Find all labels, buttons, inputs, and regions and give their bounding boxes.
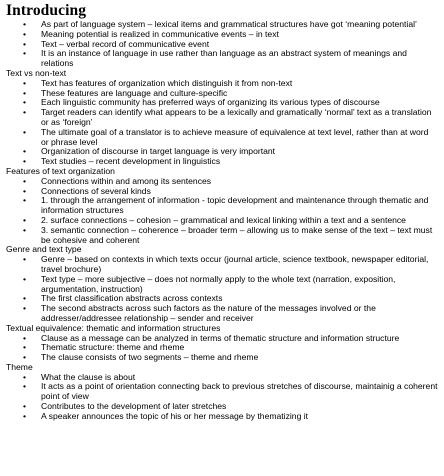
bullet-icon: •	[23, 332, 27, 343]
bullet-item	[6, 353, 440, 363]
bullet-text: Text – verbal record of communicative event	[41, 38, 210, 49]
bullet-text: Text has features of organization which distinguish it from non-text	[41, 77, 293, 88]
bullet-icon: •	[23, 401, 27, 412]
section	[6, 363, 440, 422]
section-bullet-list	[6, 373, 440, 422]
bullet-text: Clause as a message can be analyzed in terms of thematic structure and information structure	[41, 332, 400, 343]
bullet-text: Connections within and among its sentences	[41, 175, 212, 186]
bullet-icon: •	[23, 195, 27, 206]
section	[6, 69, 440, 167]
section-heading: Theme	[6, 361, 33, 372]
bullet-icon: •	[23, 19, 27, 29]
section-heading: Text vs non-text	[6, 67, 67, 78]
bullet-icon: •	[23, 352, 27, 363]
bullet-text: A speaker announces the topic of his or her message by thematizing it	[41, 410, 309, 421]
bullet-item	[6, 49, 440, 69]
section	[6, 167, 440, 245]
bullet-text: Text type – more subjective – does not normally apply to the whole text (narration, exposition, argumentation, instruction)	[41, 273, 396, 294]
section-heading: Textual equivalence: thematic and information structures	[6, 322, 221, 333]
bullet-icon: •	[23, 28, 27, 39]
section	[6, 245, 440, 323]
bullet-text: Genre – based on contexts in which texts occur (journal article, science textbook, newspaper editorial, travel brochure)	[41, 254, 429, 274]
sections	[6, 69, 440, 422]
bullet-text: The clause consists of two segments – theme and rheme	[41, 352, 259, 363]
bullet-icon: •	[23, 342, 27, 353]
bullet-icon: •	[23, 254, 27, 265]
bullet-icon: •	[23, 273, 27, 284]
bullet-text: Connections of several kinds	[41, 185, 151, 196]
bullet-icon: •	[23, 38, 27, 49]
bullet-item	[6, 108, 440, 128]
bullet-icon: •	[23, 126, 27, 137]
bullet-text: The second abstracts across such factors as the nature of the messages involved or the addresser/addressee relationship – sender and receiver	[41, 303, 376, 323]
bullet-item	[6, 226, 440, 246]
page-title: Introducing	[6, 2, 87, 19]
bullet-item	[6, 196, 440, 216]
intro-list	[6, 20, 440, 69]
section-bullet-list	[6, 334, 440, 363]
bullet-text: It is an instance of language in use rather than language as an abstract system of meanings and relations	[41, 48, 407, 69]
bullet-icon: •	[23, 185, 27, 196]
bullet-text: Text studies – recent development in linguistics	[41, 156, 221, 167]
bullet-item	[6, 255, 440, 275]
bullet-text: Organization of discourse in target language is very important	[41, 146, 276, 157]
bullet-icon: •	[23, 48, 27, 59]
bullet-text: Meaning potential is realized in communicative events – in text	[41, 28, 279, 39]
bullet-icon: •	[23, 224, 27, 235]
bullet-text: The first classification abstracts across contexts	[41, 293, 223, 304]
bullet-item	[6, 157, 440, 167]
bullet-icon: •	[23, 303, 27, 314]
bullet-icon: •	[23, 381, 27, 392]
section-bullet-list	[6, 255, 440, 324]
document-page	[6, 2, 440, 422]
bullet-icon: •	[23, 156, 27, 167]
bullet-text: Target readers can identify what appears to be a lexically and gramatically ‘normal’ text as a translation or as ‘foreign’	[41, 107, 432, 127]
bullet-item	[6, 128, 440, 148]
bullet-icon: •	[23, 107, 27, 118]
bullet-icon: •	[23, 77, 27, 88]
bullet-item	[6, 304, 440, 324]
bullet-text: The ultimate goal of a translator is to achieve measure of equivalence at text level, rather than at word or phrase level	[41, 126, 429, 147]
bullet-text: 1. through the arrangement of information - topic development and maintenance through thematic and information structures	[41, 195, 429, 216]
bullet-text: Each linguistic community has preferred ways of organizing its various types of discourse	[41, 97, 380, 108]
bullet-icon: •	[23, 371, 27, 382]
bullet-icon: •	[23, 175, 27, 186]
section	[6, 324, 440, 363]
bullet-text: What the clause is about	[41, 371, 136, 382]
bullet-icon: •	[23, 97, 27, 108]
section-heading: Genre and text type	[6, 244, 82, 255]
bullet-icon: •	[23, 214, 27, 225]
bullet-text: 2. surface connections – cohesion – grammatical and lexical linking within a text and a sentence	[41, 214, 406, 225]
bullet-item	[6, 275, 440, 295]
bullet-text: 3. semantic connection – coherence – broader term – allowing us to make sense of the text – text must be cohesive and coherent	[41, 224, 433, 245]
bullet-icon: •	[23, 146, 27, 157]
section-bullet-list	[6, 177, 440, 246]
section-bullet-list	[6, 79, 440, 167]
bullet-text: It acts as a point of orientation connecting back to previous stretches of discourse, maintainig a coherent point of view	[41, 381, 438, 402]
bullet-text: As part of language system – lexical items and grammatical structures have got ‘meaning potential’	[41, 19, 417, 29]
bullet-icon: •	[23, 87, 27, 98]
bullet-icon: •	[23, 410, 27, 421]
bullet-item	[6, 412, 440, 422]
bullet-text: Contributes to the development of later stretches	[41, 401, 227, 412]
section-heading: Features of text organization	[6, 165, 115, 176]
bullet-icon: •	[23, 293, 27, 304]
bullet-text: Thematic structure: theme and rheme	[41, 342, 185, 353]
bullet-text: These features are language and culture-specific	[41, 87, 228, 98]
bullet-item	[6, 382, 440, 402]
